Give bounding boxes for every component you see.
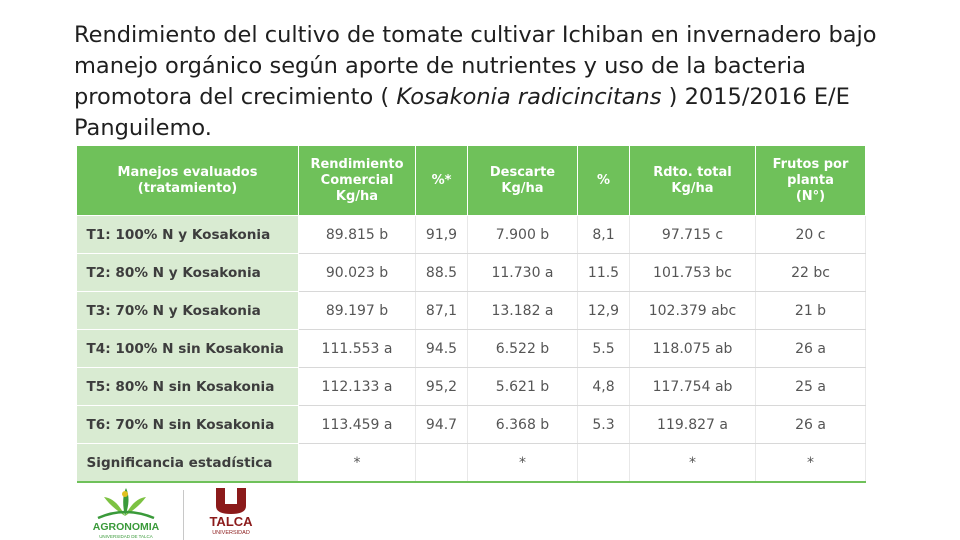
treatment-label: T4: 100% N sin Kosakonia [77, 330, 299, 368]
talca-logo [194, 486, 268, 540]
header-treatment: Manejos evaluados (tratamiento) [77, 146, 299, 216]
header-row [77, 146, 866, 216]
cell-discard-percent: 8,1 [578, 216, 630, 254]
cell-total-yield: 117.754 ab [630, 368, 756, 406]
cell-total-yield: 101.753 bc [630, 254, 756, 292]
treatment-label: T3: 70% N y Kosakonia [77, 292, 299, 330]
treatment-label: T5: 80% N sin Kosakonia [77, 368, 299, 406]
significance-row [77, 444, 866, 483]
cell-discard: 6.522 b [468, 330, 578, 368]
cell-fruits-per-plant: 26 a [756, 406, 866, 444]
cell-discard-percent: 5.5 [578, 330, 630, 368]
slide-title [74, 20, 894, 144]
cell-discard: 5.621 b [468, 368, 578, 406]
cell-fruits-per-plant-sig: * [756, 444, 866, 483]
cell-discard-sig: * [468, 444, 578, 483]
cell-commercial-percent: 94.7 [416, 406, 468, 444]
treatment-label: T6: 70% N sin Kosakonia [77, 406, 299, 444]
agronomia-text: AGRONOMIA [92, 521, 160, 533]
significance-label: Significancia estadística [77, 444, 299, 483]
cell-commercial-yield: 90.023 b [299, 254, 416, 292]
table-row [77, 216, 866, 254]
yield-table [76, 145, 866, 483]
header-discard-percent: % [578, 146, 630, 216]
agronomia-logo [78, 486, 174, 540]
title-text: Rendimiento del cultivo de tomate cultivar Ichiban en invernadero bajo manejo orgánico según aporte de nutrientes y uso de la bacteria promotora del crecimiento ( [74, 22, 877, 110]
cell-commercial-percent: 94.5 [416, 330, 468, 368]
agronomia-subtext: UNIVERSIDAD DE TALCA [99, 534, 153, 539]
cell-total-yield: 102.379 abc [630, 292, 756, 330]
cell-total-yield-sig: * [630, 444, 756, 483]
header-commercial-yield: Rendimiento Comercial Kg/ha [299, 146, 416, 216]
logo-divider [183, 490, 184, 540]
cell-commercial-yield: 89.197 b [299, 292, 416, 330]
header-total-yield: Rdto. total Kg/ha [630, 146, 756, 216]
cell-fruits-per-plant: 22 bc [756, 254, 866, 292]
treatment-label: T2: 80% N y Kosakonia [77, 254, 299, 292]
cell-discard: 11.730 a [468, 254, 578, 292]
table-row [77, 254, 866, 292]
cell-commercial-yield: 112.133 a [299, 368, 416, 406]
cell-discard: 13.182 a [468, 292, 578, 330]
cell-discard-percent: 12,9 [578, 292, 630, 330]
cell-commercial-yield: 89.815 b [299, 216, 416, 254]
cell-discard-percent: 4,8 [578, 368, 630, 406]
cell-fruits-per-plant: 21 b [756, 292, 866, 330]
cell-commercial-yield-sig: * [299, 444, 416, 483]
talca-text: TALCA [209, 514, 253, 529]
cell-total-yield: 119.827 a [630, 406, 756, 444]
header-discard: Descarte Kg/ha [468, 146, 578, 216]
cell-commercial-percent: 87,1 [416, 292, 468, 330]
header-fruits-per-plant: Frutos por planta (N°) [756, 146, 866, 216]
header-commercial-percent: %* [416, 146, 468, 216]
table-row [77, 406, 866, 444]
cell-discard-percent: 11.5 [578, 254, 630, 292]
cell-discard-percent-sig [578, 444, 630, 483]
table-row [77, 368, 866, 406]
cell-discard: 7.900 b [468, 216, 578, 254]
cell-fruits-per-plant: 25 a [756, 368, 866, 406]
cell-commercial-yield: 111.553 a [299, 330, 416, 368]
cell-total-yield: 97.715 c [630, 216, 756, 254]
table-row [77, 330, 866, 368]
cell-fruits-per-plant: 20 c [756, 216, 866, 254]
table-row [77, 292, 866, 330]
cell-discard: 6.368 b [468, 406, 578, 444]
cell-fruits-per-plant: 26 a [756, 330, 866, 368]
title-text-end: ) 2015/2016 E/E Panguilemo. [74, 84, 850, 141]
cell-commercial-percent: 95,2 [416, 368, 468, 406]
cell-commercial-yield: 113.459 a [299, 406, 416, 444]
cell-commercial-percent-sig [416, 444, 468, 483]
cell-discard-percent: 5.3 [578, 406, 630, 444]
species-name: Kosakonia radicincitans [396, 84, 662, 110]
cell-commercial-percent: 88.5 [416, 254, 468, 292]
treatment-label: T1: 100% N y Kosakonia [77, 216, 299, 254]
talca-subtext: UNIVERSIDAD [212, 530, 250, 536]
cell-total-yield: 118.075 ab [630, 330, 756, 368]
cell-commercial-percent: 91,9 [416, 216, 468, 254]
